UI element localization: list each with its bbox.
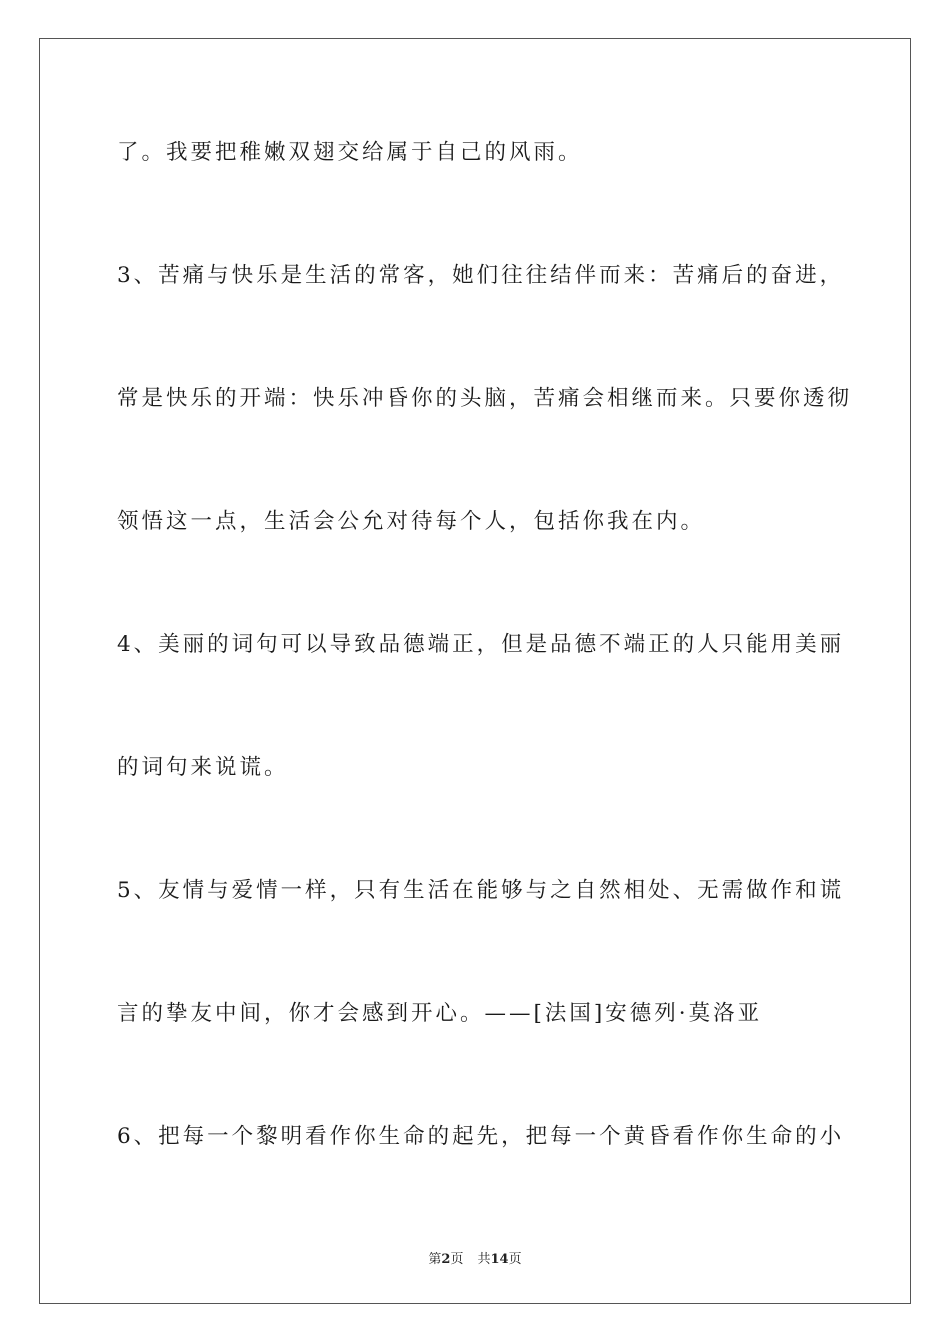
page-footer <box>0 1248 950 1267</box>
footer-total-pages: 14 <box>490 1252 509 1267</box>
text-line-9: 6、把每一个黎明看作你生命的起先，把每一个黄昏看作你生命的小 <box>117 1124 845 1149</box>
text-line-4: 领悟这一点，生活会公允对待每个人，包括你我在内。 <box>117 509 706 534</box>
footer-total-suffix: 页 <box>508 1252 522 1267</box>
text-line-1: 了。我要把稚嫩双翅交给属于自己的风雨。 <box>117 140 583 165</box>
text-line-2: 3、苦痛与快乐是生活的常客，她们往往结伴而来：苦痛后的奋进， <box>117 263 845 288</box>
footer-page-number: 2 <box>441 1252 451 1267</box>
text-line-8: 言的挚友中间，你才会感到开心。——[法国]安德列·莫洛亚 <box>117 1001 763 1026</box>
text-line-7: 5、友情与爱情一样，只有生活在能够与之自然相处、无需做作和谎 <box>117 878 845 903</box>
text-line-3: 常是快乐的开端：快乐冲昏你的头脑，苦痛会相继而来。只要你透彻 <box>117 386 853 411</box>
page-border <box>39 38 911 1304</box>
footer-page-suffix: 页 <box>450 1252 464 1267</box>
footer-total-prefix: 共 <box>477 1252 491 1267</box>
text-line-6: 的词句来说谎。 <box>117 755 289 780</box>
text-line-5: 4、美丽的词句可以导致品德端正，但是品德不端正的人只能用美丽 <box>117 632 845 657</box>
footer-page-prefix: 第 <box>428 1252 442 1267</box>
